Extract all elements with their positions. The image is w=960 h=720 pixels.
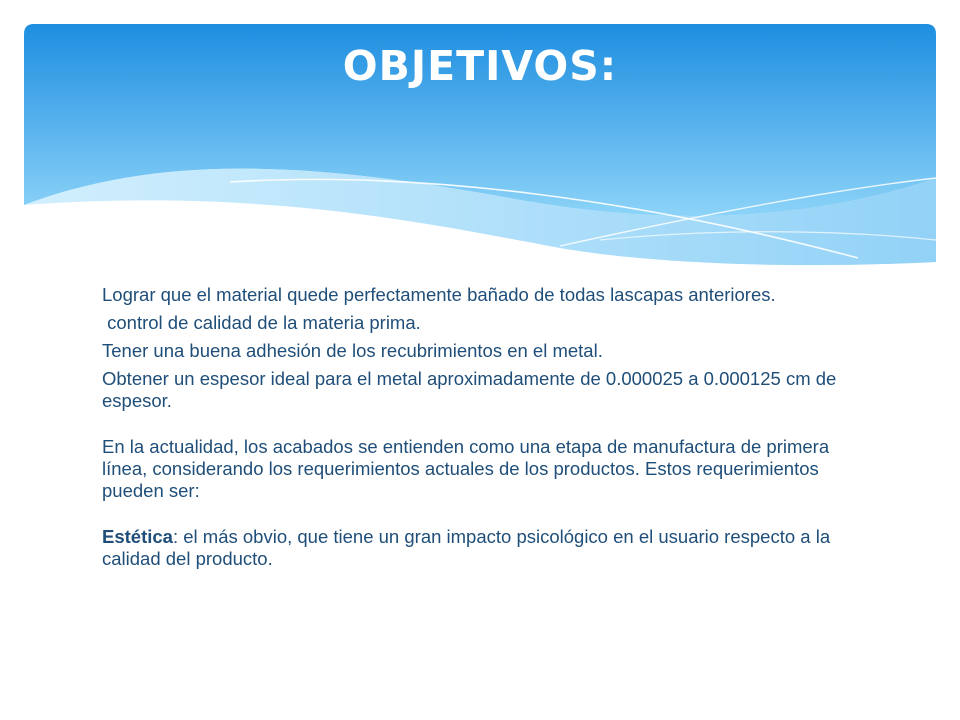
objective-3: Tener una buena adhesión de los recubrimientos en el metal. [102,340,603,361]
objective-2: control de calidad de la materia prima. [102,312,421,333]
term-estetica: Estética [102,526,173,547]
objective-4: Obtener un espesor ideal para el metal aproximadamente de 0.000025 a 0.000125 cm de espesor. [102,368,837,411]
slide-body [102,284,872,570]
objective-1: Lograr que el material quede perfectamente bañado de todas lascapas anteriores. [102,284,776,305]
estetica-description: : el más obvio, que tiene un gran impacto psicológico en el usuario respecto a la calidad del producto. [102,526,831,569]
paragraph-actualidad: En la actualidad, los acabados se entienden como una etapa de manufactura de primera línea, considerando los requerimientos actuales de los productos. Estos requerimientos pueden ser: [102,436,830,501]
slide-title: OBJETIVOS: [342,42,618,90]
paragraph-estetica [102,526,872,570]
